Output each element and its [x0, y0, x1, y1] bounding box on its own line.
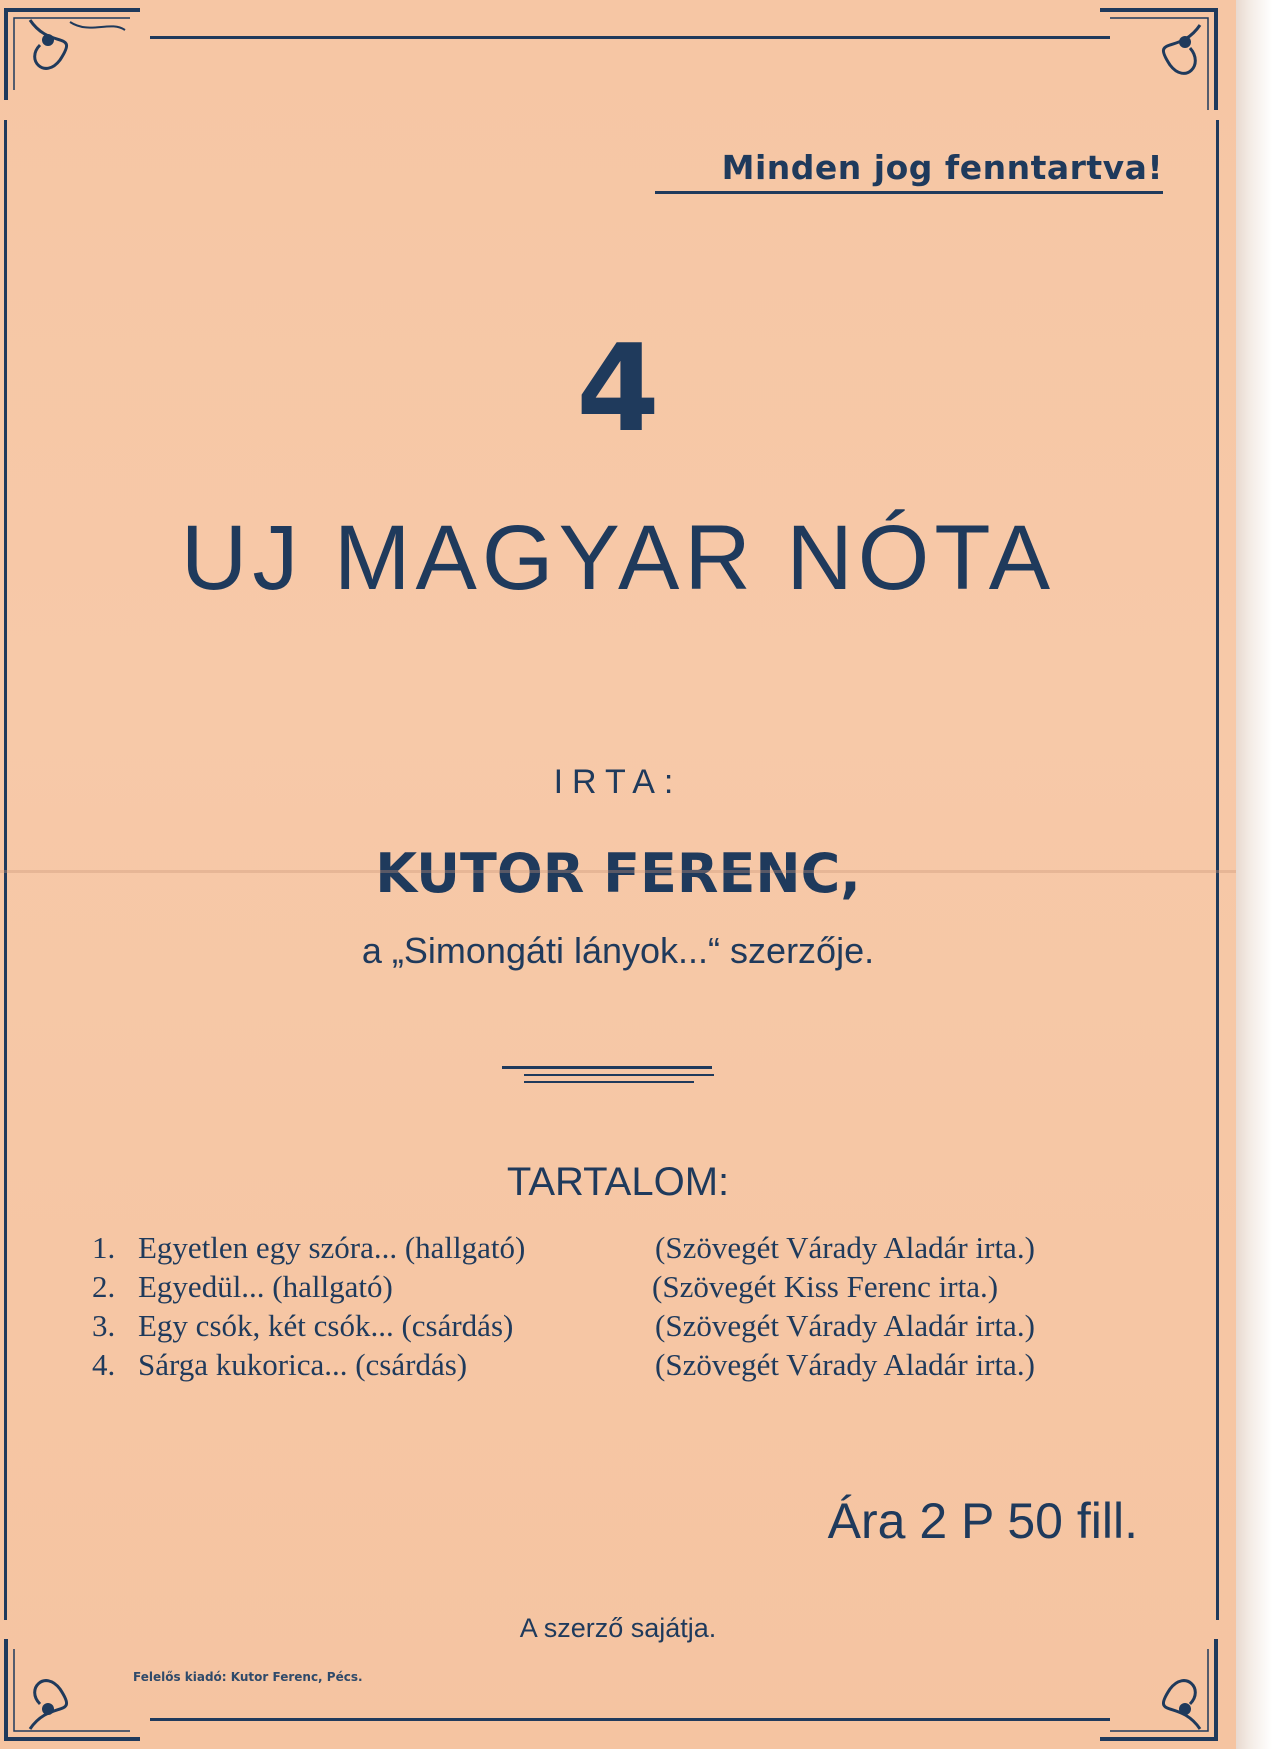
divider-line-2 [524, 1074, 714, 1076]
list-item [92, 1347, 1142, 1386]
list-item-title: Egyetlen egy szóra... (hallgató) [138, 1230, 526, 1265]
border-top-line [150, 36, 1110, 39]
author-name: KUTOR FERENC, [375, 842, 861, 905]
divider-line-3 [524, 1081, 694, 1083]
ownership-note: A szerző sajátja. [519, 1613, 717, 1643]
price-label: Ára 2 P 50 fill. [827, 1493, 1138, 1549]
list-item [92, 1308, 1142, 1347]
written-by-label: IRTA: [553, 763, 683, 801]
song-count: 4 [576, 320, 660, 459]
rights-notice: Minden jog fenntartva! [655, 148, 1163, 194]
page-edge [1236, 0, 1272, 1749]
page-title: UJ MAGYAR NÓTA [180, 507, 1056, 609]
author-note: a „Simongáti lányok...“ szerzője. [361, 930, 875, 971]
list-item-credit: (Szövegét Várady Aladár irta.) [655, 1308, 1035, 1343]
list-item [92, 1269, 1142, 1308]
contents-heading: TARTALOM: [506, 1160, 730, 1204]
list-item-number: 3. [92, 1308, 116, 1343]
list-item-credit: (Szövegét Várady Aladár irta.) [655, 1347, 1035, 1382]
border-bottom-line [150, 1718, 1110, 1721]
list-item-number: 1. [92, 1230, 116, 1265]
corner-ornament-bottom-right [1090, 1639, 1240, 1749]
publisher-note: Felelős kiadó: Kutor Ferenc, Pécs. [133, 1670, 363, 1684]
list-item-credit: (Szövegét Kiss Ferenc irta.) [652, 1269, 999, 1304]
list-item-credit: (Szövegét Várady Aladár irta.) [655, 1230, 1035, 1265]
list-item [92, 1230, 1142, 1269]
corner-ornament-top-left [0, 0, 150, 110]
list-item-number: 2. [92, 1269, 116, 1304]
corner-ornament-bottom-left [0, 1639, 150, 1749]
list-item-number: 4. [92, 1347, 116, 1382]
contents-list [92, 1230, 1142, 1386]
divider-line-1 [502, 1066, 712, 1069]
list-item-title: Egy csók, két csók... (csárdás) [138, 1308, 514, 1343]
list-item-title: Sárga kukorica... (csárdás) [138, 1347, 468, 1382]
corner-ornament-top-right [1090, 0, 1240, 110]
list-item-title: Egyedül... (hallgató) [138, 1269, 393, 1304]
